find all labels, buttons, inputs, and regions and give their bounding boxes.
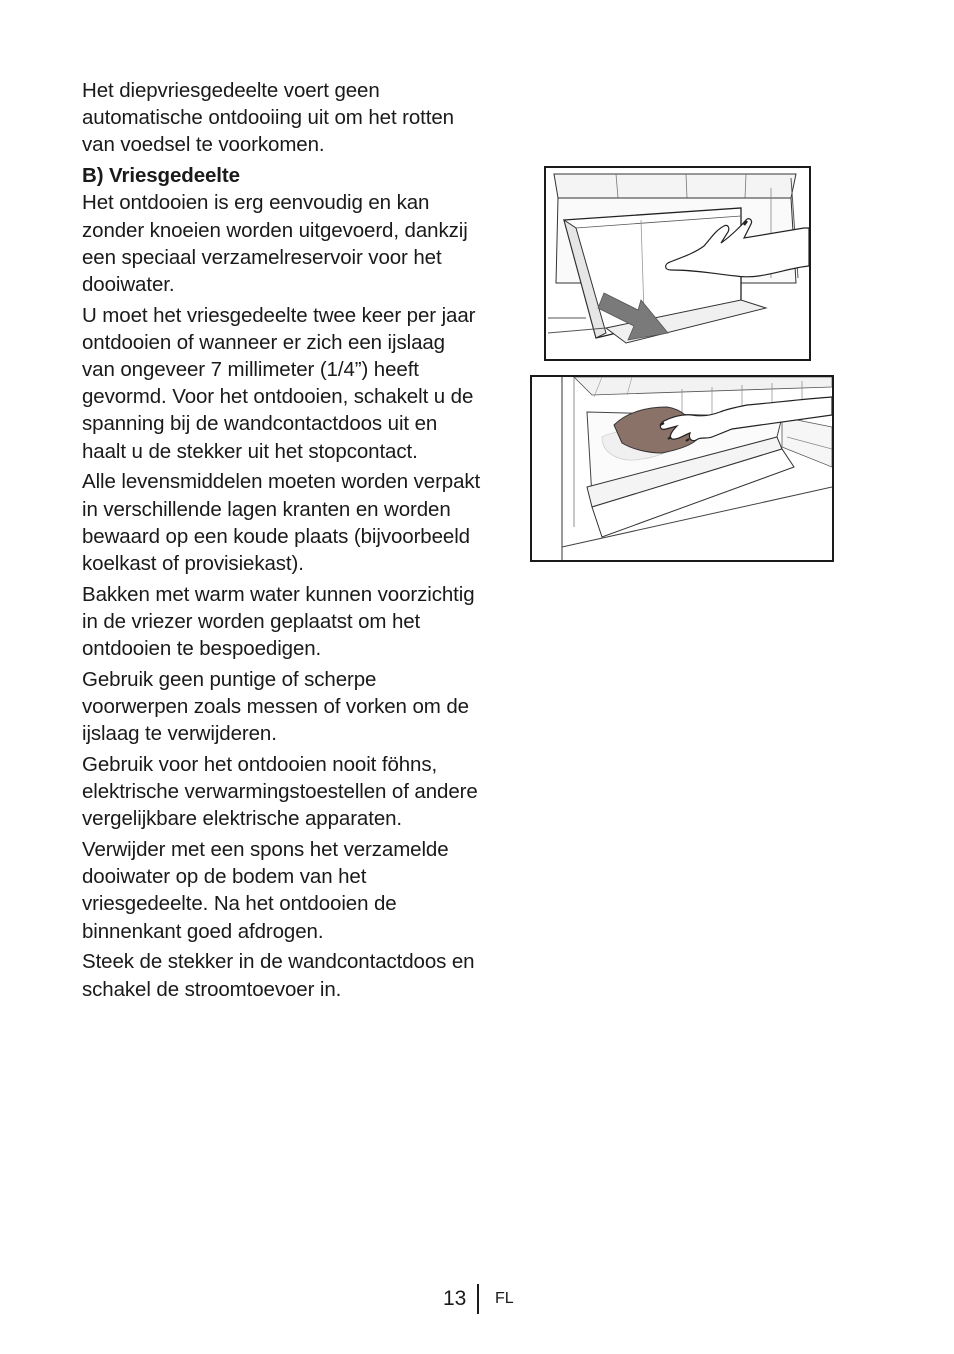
wiping-interior-illustration bbox=[530, 375, 834, 562]
page-footer bbox=[0, 1284, 954, 1314]
language-code: FL bbox=[495, 1290, 514, 1307]
paragraph-food-storage: Alle levensmiddelen moeten worden verpakt in verschillende lagen kranten en worden bewaard op een koude plaats (bijvoorbeeld koelkast of provisiekast). bbox=[82, 470, 481, 575]
paragraph-tray: Het ontdooien is erg eenvoudig en kan zonder knoeien worden uitgevoerd, dankzij een speciaal verzamelreservoir voor het dooiwater. bbox=[82, 191, 468, 296]
intro-paragraph: Het diepvriesgedeelte voert geen automatische ontdooiing uit om het rotten van voedsel te voorkomen. bbox=[82, 79, 454, 157]
footer-divider bbox=[477, 1284, 479, 1314]
paragraph-sharp-objects: Gebruik geen puntige of scherpe voorwerpen zoals messen of vorken om de ijslaag te verwijderen. bbox=[82, 667, 469, 746]
paragraph-frequency: U moet het vriesgedeelte twee keer per jaar ontdooien of wanneer er zich een ijslaag van ongeveer 7 millimeter (1/4”) heeft gevormd. Voor het ontdooien, schakelt u de spanning bij de wandcontactdoos uit en haalt u de stekker uit het stopcontact. bbox=[82, 303, 476, 463]
paragraph-no-heaters: Gebruik voor het ontdooien nooit föhns, elektrische verwarmingstoestellen of andere vergelijkbare elektrische apparaten. bbox=[82, 752, 478, 831]
drawer-removal-illustration bbox=[544, 166, 811, 361]
drawer-removal-drawing bbox=[546, 168, 809, 359]
wiping-interior-drawing bbox=[532, 377, 832, 560]
paragraph-sponge: Verwijder met een spons het verzamelde dooiwater op de bodem van het vriesgedeelte. Na het ontdooien de binnenkant goed afdrogen. bbox=[82, 837, 449, 943]
section-heading: B) Vriesgedeelte bbox=[82, 164, 240, 188]
text-column bbox=[82, 77, 482, 1006]
paragraph-reconnect: Steek de stekker in de wandcontactdoos en schakel de stroomtoevoer in. bbox=[82, 950, 475, 1001]
page-number: 13 bbox=[443, 1287, 467, 1310]
paragraph-warm-water: Bakken met warm water kunnen voorzichtig in de vriezer worden geplaatst om het ontdooien te bespoedigen. bbox=[82, 582, 475, 661]
